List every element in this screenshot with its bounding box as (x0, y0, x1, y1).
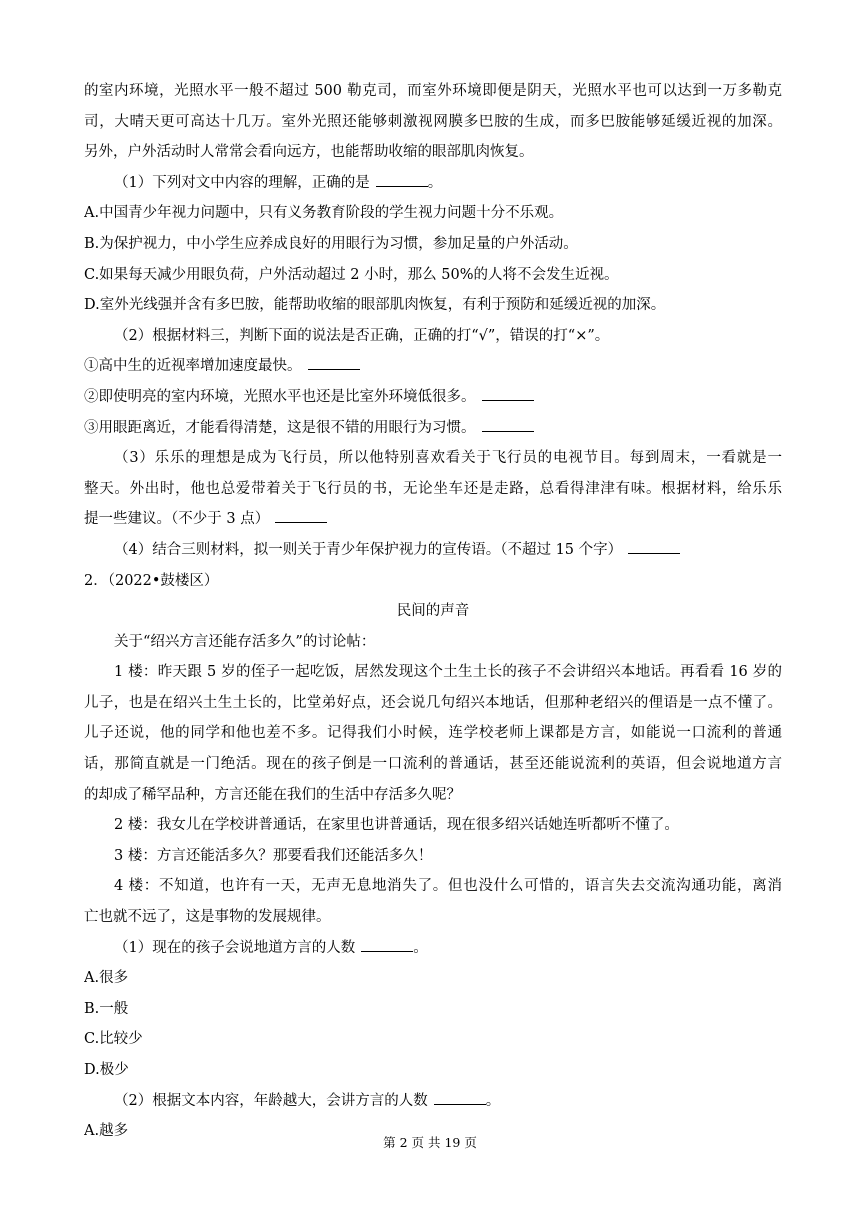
problem-header: 2．（2022•鼓楼区） (84, 572, 219, 589)
question-stem: （1）下列对文中内容的理解，正确的是 (114, 174, 370, 191)
floor-1-line: 儿子还说，他的同学和他也差不多。记得我们小时候，连学校老师上课都是方言，如能说一口流利的普通 (84, 725, 782, 742)
option-a: A.很多 (84, 970, 129, 987)
question-2: （2）根据材料三，判断下面的说法是否正确，正确的打“√”，错误的打“×”。 (114, 327, 610, 344)
p2-question-1 (84, 933, 782, 964)
floor-3: 3 楼：方言还能活多久？那要看我们还能活多久！ (114, 847, 433, 864)
question-stem: （2）根据文本内容，年龄越大，会讲方言的人数 (114, 1092, 428, 1109)
floor-1-line: 1 楼：昨天跟 5 岁的侄子一起吃饭，居然发现这个土生土长的孩子不会讲绍兴本地话。再看看 16 岁的 (114, 664, 782, 681)
question-tail: 。 (413, 939, 428, 956)
answer-blank[interactable] (482, 386, 534, 401)
answer-blank[interactable] (628, 539, 680, 554)
judgement-text: ③用眼距离近，才能看得清楚，这是很不错的用眼行为习惯。 (84, 419, 476, 436)
question-3-line: 整天。外出时，他也总爱带着关于飞行员的书，无论坐车还是走路，总看得津津有味。根据材料，给乐乐 (84, 480, 782, 497)
answer-blank[interactable] (434, 1090, 486, 1105)
question-3-line (84, 504, 782, 535)
answer-blank[interactable] (361, 937, 413, 952)
option-c: C.比较少 (84, 1031, 143, 1048)
material-line: 的室内环境，光照水平一般不超过 500 勒克司，而室外环境即便是阴天，光照水平也可以达到一万多勒克 (84, 83, 782, 99)
answer-blank[interactable] (376, 172, 428, 187)
question-4 (84, 535, 782, 566)
option-a: A.越多 (84, 1123, 129, 1140)
question-tail: 。 (427, 174, 443, 191)
page-footer: 第 2 页 共 19 页 (383, 1135, 477, 1150)
document-page (84, 76, 782, 1147)
floor-4-line: 4 楼：不知道，也许有一天，无声无息地消失了。但也没什么可惜的，语言失去交流沟通功能，离消 (114, 878, 782, 895)
floor-1-line: 儿子，也是在绍兴土生土长的，比堂弟好点，还会说几句绍兴本地话，但那种老绍兴的俚语是一点不懂了。 (84, 694, 782, 711)
question-tail: 。 (485, 1092, 501, 1109)
floor-2: 2 楼：我女儿在学校讲普通话，在家里也讲普通话，现在很多绍兴话她连听都听不懂了。 (114, 817, 679, 834)
question-stem: （4）结合三则材料，拟一则关于青少年保护视力的宣传语。（不超过 15 个字） (114, 541, 623, 558)
option-b: B.为保护视力，中小学生应养成良好的用眼行为习惯，参加足量的户外活动。 (84, 235, 578, 252)
option-d: D.室外光线强并含有多巴胺，能帮助收缩的眼部肌肉恢复，有利于预防和延缓近视的加深。 (84, 297, 666, 314)
judgement-text: ①高中生的近视率增加速度最快。 (84, 358, 302, 375)
option-c: C.如果每天减少用眼负荷，户外活动超过 2 小时，那么 50%的人将不会发生近视。 (84, 266, 619, 283)
option-a: A.中国青少年视力问题中，只有义务教育阶段的学生视力问题十分不乐观。 (84, 205, 564, 222)
answer-blank[interactable] (482, 417, 534, 432)
answer-blank[interactable] (308, 355, 360, 370)
material-line: 另外，户外活动时人常常会看向远方，也能帮助收缩的眼部肌肉恢复。 (84, 144, 534, 161)
judgement-text: ②即使明亮的室内环境，光照水平也还是比室外环境低很多。 (84, 388, 476, 405)
option-d: D.极少 (84, 1062, 129, 1078)
passage-title: 民间的声音 (396, 603, 470, 620)
question-1 (84, 168, 782, 199)
judgement-item (84, 382, 782, 413)
material-line: 司，大晴天更可高达十几万。室外光照还能够刺激视网膜多巴胺的生成，而多巴胺能够延缓近视的加深。 (84, 113, 782, 130)
floor-4-line: 亡也就不远了，这是事物的发展规律。 (84, 909, 331, 926)
p2-question-2 (84, 1086, 782, 1117)
judgement-item (84, 351, 782, 382)
passage-intro: 关于“绍兴方言还能存活多久”的讨论帖： (114, 633, 376, 650)
floor-1-line: 话，那简直就是一门绝活。现在的孩子倒是一口流利的普通话，甚至还能说流利的英语，但会说地道方言 (84, 756, 782, 773)
judgement-item (84, 413, 782, 444)
question-3-text: 提一些建议。（不少于 3 点） (84, 511, 270, 528)
question-stem: （1）现在的孩子会说地道方言的人数 (114, 939, 356, 956)
question-3-line: （3）乐乐的理想是成为飞行员，所以他特别喜欢看关于飞行员的电视节目。每到周末，一看就是一 (114, 450, 782, 467)
option-b: B.一般 (84, 1000, 129, 1017)
answer-blank[interactable] (275, 508, 327, 523)
floor-1-line: 的却成了稀罕品种，方言还能在我们的生活中存活多久呢？ (84, 786, 461, 803)
